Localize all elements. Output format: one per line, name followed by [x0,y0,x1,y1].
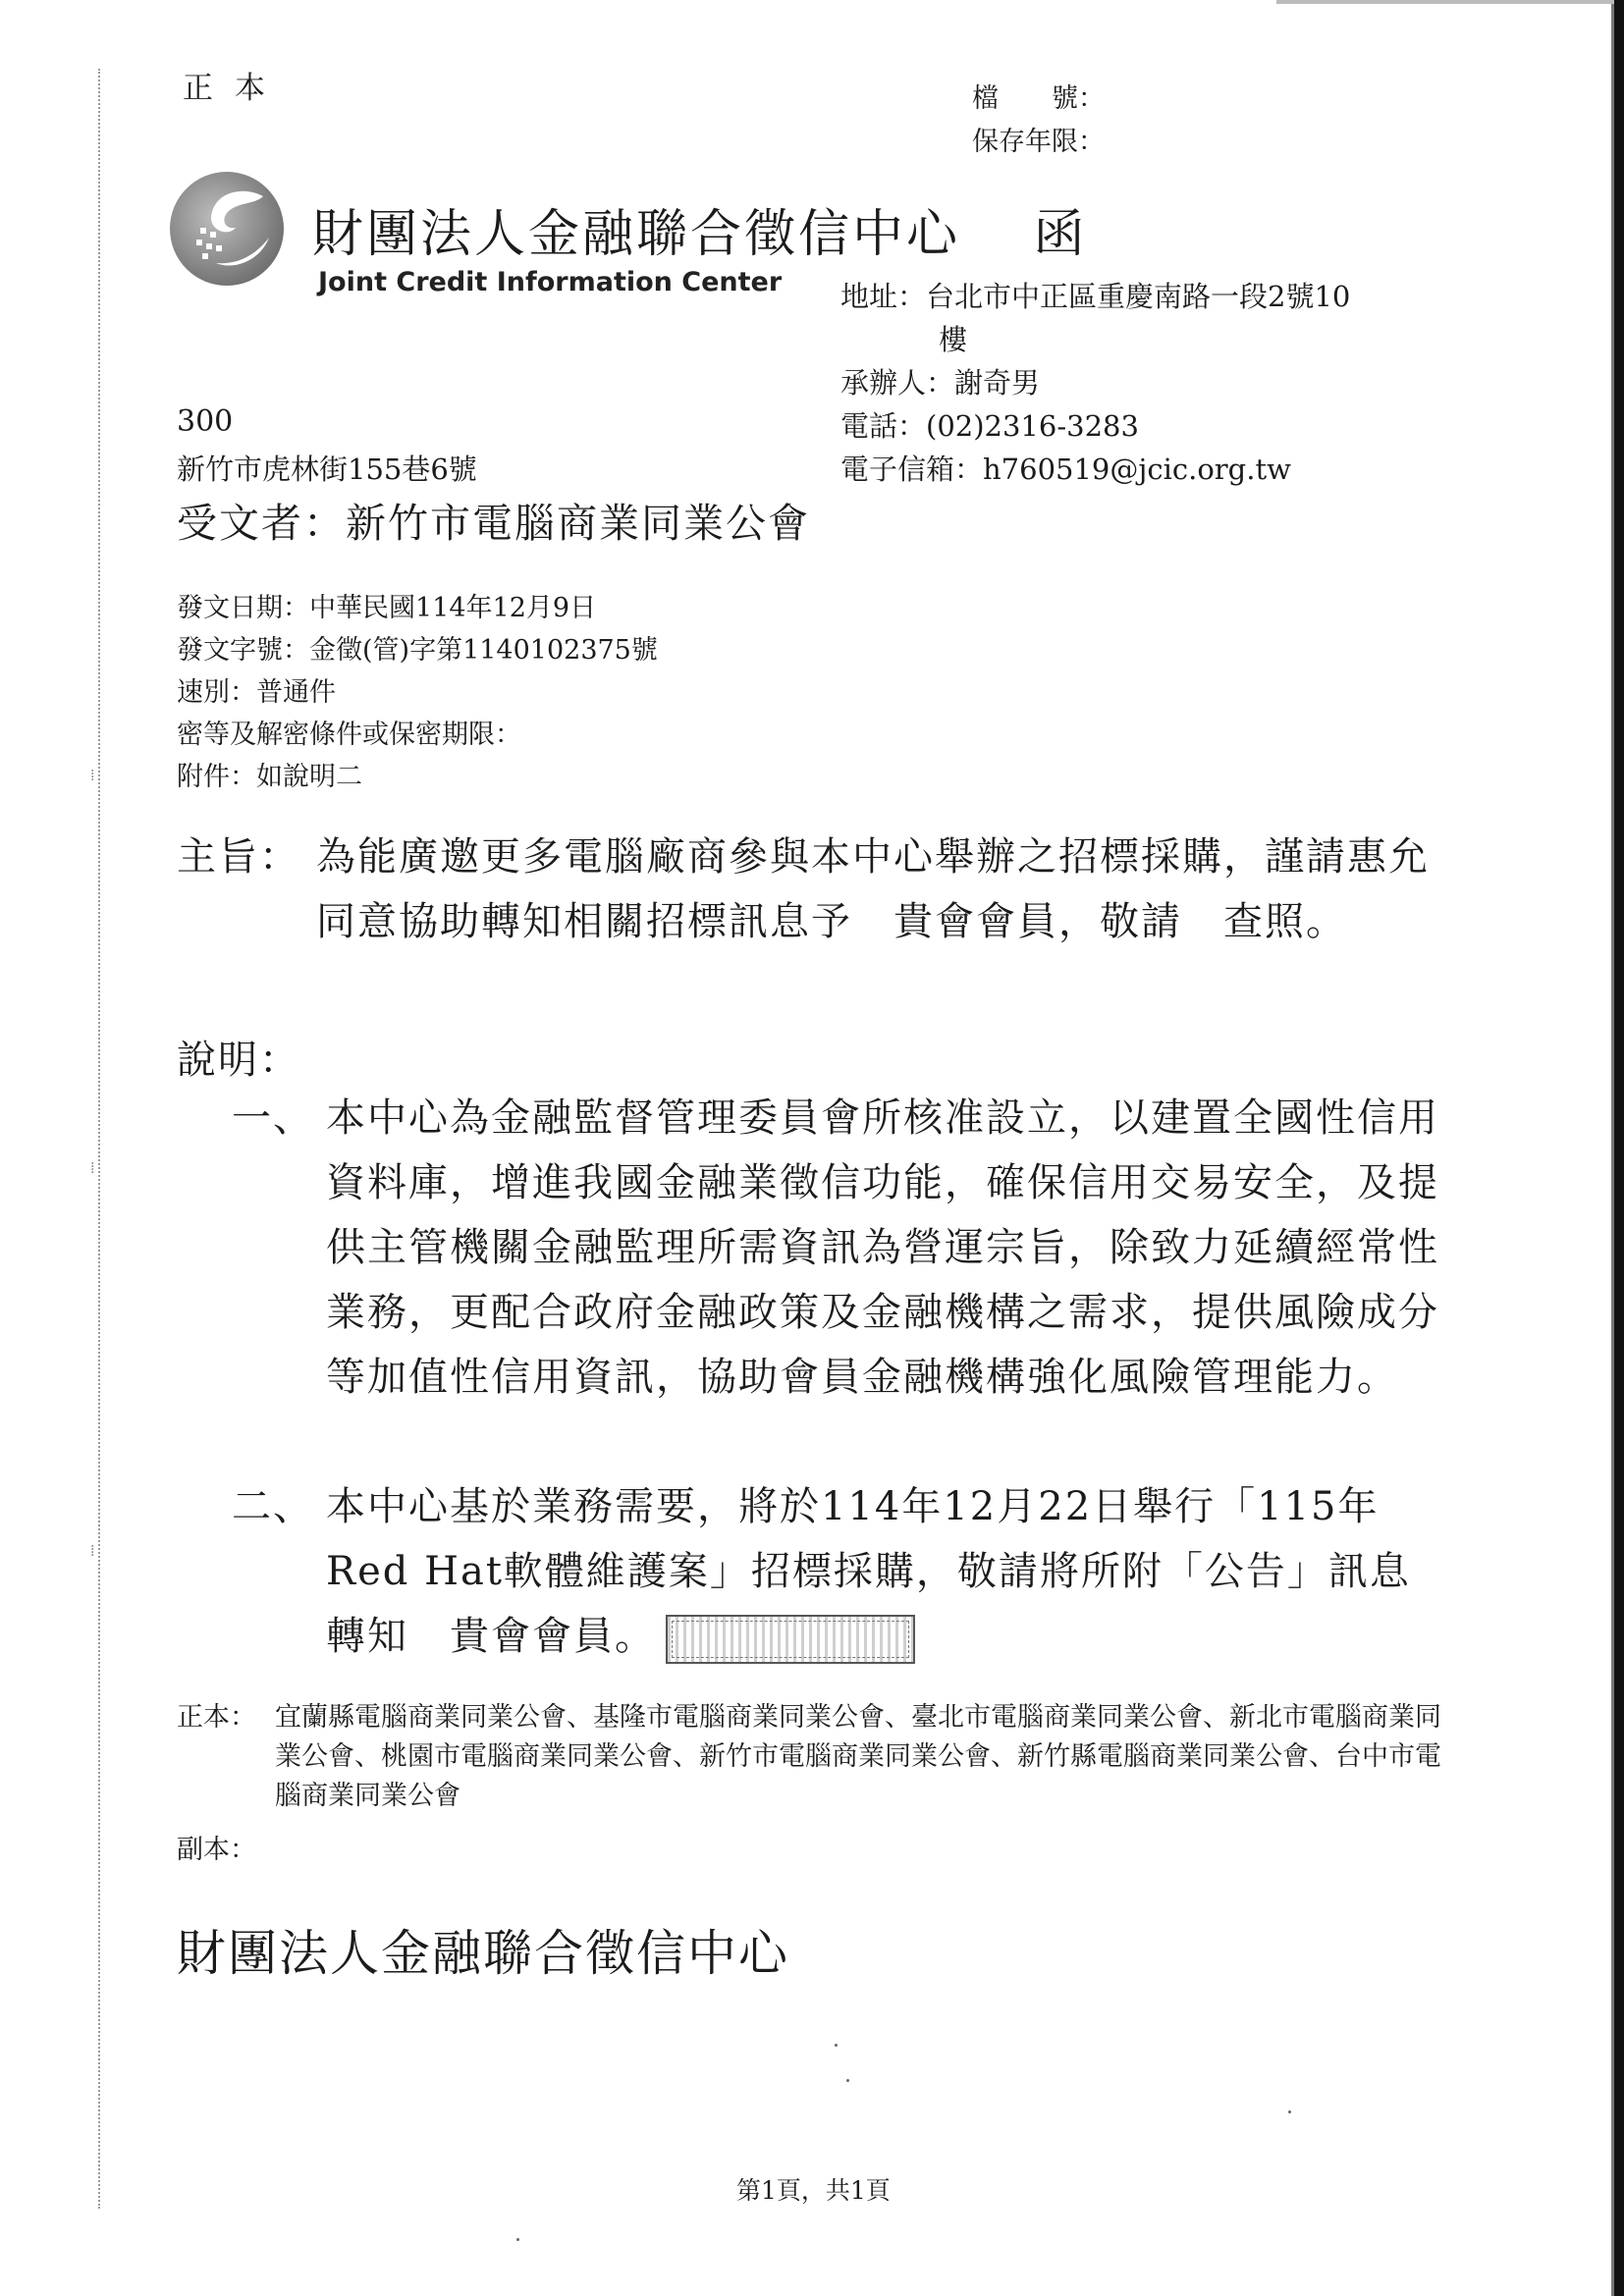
email: 電子信箱：h760519@jcic.org.tw [840,453,1291,486]
subject-section [177,825,1443,954]
carbon-copy-label: 副本： [177,1835,256,1865]
scan-edge-shadow [1614,0,1624,2296]
issue-date: 發文日期：中華民國114年12月9日 [177,593,597,623]
scan-top-edge [1276,0,1614,4]
recipient-address: 新竹市虎林街155巷6號 [177,453,477,486]
recipient-zip: 300 [177,404,234,439]
file-number-label: 檔 號： [972,83,1105,114]
item-text-with-stamp [326,1474,1445,1669]
item-number: 一、 [232,1095,314,1141]
signature: 財團法人金融聯合徵信中心 [177,1925,789,1982]
explanation-item-1 [232,1086,1445,1410]
address-line2: 樓 [939,323,968,356]
main-copy-label: 正本： [177,1702,256,1733]
subject-text: 為能廣邀更多電腦廠商參與本中心舉辦之招標採購，謹請惠允同意協助轉知相關招標訊息予 貴會會員，敬請 查照。 [316,834,1430,944]
phone: 電話：(02)2316-3283 [840,409,1139,443]
binding-line [98,69,100,2209]
binding-mark-bottom: ⁞ [90,1541,95,1560]
item-text: 本中心基於業務需要，將於114年12月22日舉行「115年Red Hat軟體維護案」招標採購，敬請將所附「公告」訊息轉知 貴會會員。 [326,1484,1411,1659]
scan-edge-line [1611,0,1614,2296]
contact-block [840,275,1350,491]
secrecy-level: 密等及解密條件或保密期限： [177,720,521,750]
official-seal-stamp [666,1615,915,1664]
scan-speck [516,2238,519,2241]
address-line1: 地址：台北市中正區重慶南路一段2號10 [840,280,1351,313]
scan-speck [1288,2110,1291,2113]
binding-mark-top: ⁞ [90,766,95,784]
retention-label: 保存年限： [972,127,1105,157]
subject-label: 主旨： [177,834,300,880]
org-title: 財團法人金融聯合徵信中心 函 [312,205,1088,264]
item-number: 二、 [232,1484,314,1529]
reference-number: 發文字號：金徵(管)字第1140102375號 [177,635,658,666]
explanation-item-2 [232,1474,1445,1669]
jcic-logo-icon [167,169,287,289]
recipient-name: 受文者：新竹市電腦商業同業公會 [177,500,810,547]
page-number: 第1頁，共1頁 [736,2176,891,2205]
scan-speck [846,2079,849,2082]
handler: 承辦人：謝奇男 [840,366,1041,400]
explanation-label: 說明： [177,1038,300,1083]
attachment: 附件：如說明二 [177,762,362,792]
main-copy-recipients: 宜蘭縣電腦商業同業公會、基隆市電腦商業同業公會、臺北市電腦商業同業公會、新北市電腦商業同業公會、桃園市電腦商業同業公會、新竹市電腦商業同業公會、新竹縣電腦商業同業公會、台中市電腦商業同業公會 [275,1702,1441,1811]
scan-speck [835,2044,838,2047]
binding-mark-middle: ⁞ [90,1158,95,1177]
org-english-name: Joint Credit Information Center [318,267,783,297]
item-text: 本中心為金融監督管理委員會所核准設立，以建置全國性信用資料庫，增進我國金融業徵信功能，確保信用交易安全，及提供主管機關金融監理所需資訊為營運宗旨，除致力延續經常性業務，更配合政府金融政策及金融機構之需求，提供風險成分等加值性信用資訊，協助會員金融機構強化風險管理能力。 [326,1095,1439,1400]
document-meta [177,587,658,798]
speed-class: 速別：普通件 [177,677,336,708]
distribution-main [177,1698,1443,1816]
copy-type: 正本 [183,71,287,106]
